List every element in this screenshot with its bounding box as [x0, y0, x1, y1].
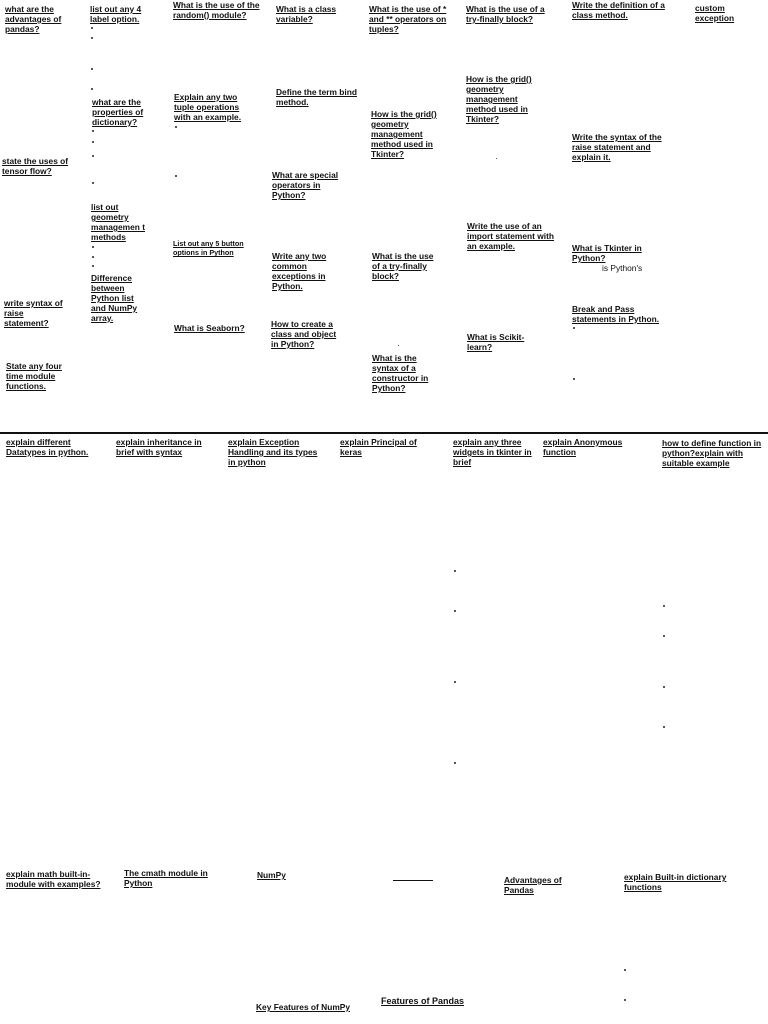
- bullet: [92, 130, 94, 132]
- question-geometry-management-methods: list out geometry managemen t methods: [91, 202, 145, 242]
- question-exception-handling: explain Exception Handling and its types in python: [228, 437, 318, 467]
- bullet: [91, 27, 93, 29]
- bullet: [92, 141, 94, 143]
- bullet: [454, 681, 456, 683]
- question-try-finally: What is the use of a try-finally block?: [372, 251, 434, 281]
- question-tuple-operations: Explain any two tuple operations with an example.: [174, 92, 242, 122]
- question-class-method: Write the definition of a class method.: [572, 0, 665, 20]
- question-button-options: List out any 5 button options in Python: [173, 239, 244, 257]
- bullet: [624, 969, 626, 971]
- blank-line: [393, 880, 433, 881]
- question-common-exceptions: Write any two common exceptions in Python.: [272, 251, 327, 291]
- question-syntax-raise-statement: write syntax of raise statement?: [4, 298, 63, 328]
- bullet: [454, 570, 456, 572]
- bullet: [454, 762, 456, 764]
- question-uses-of-tensor-flow: state the uses of tensor flow?: [2, 156, 69, 176]
- question-grid-geometry: How is the grid() geometry management method used in Tkinter?: [371, 109, 437, 159]
- question-dictionary-functions: explain Built-in dictionary functions: [624, 872, 727, 892]
- question-cmath-module: The cmath module in Python: [124, 868, 208, 888]
- bullet: [91, 37, 93, 39]
- bullet: [91, 88, 93, 90]
- bullet: [573, 327, 575, 329]
- bullet: [663, 635, 665, 637]
- bullet: [175, 175, 177, 177]
- answer-note: is Python's: [602, 263, 643, 273]
- question-principal-of-keras: explain Principal of keras: [340, 437, 417, 457]
- question-math-module: explain math built-in-module with examples?: [6, 869, 101, 889]
- question-advantages-of-pandas: what are the advantages of pandas?: [5, 4, 62, 34]
- question-try-finally-2: What is the use of a try-finally block?: [466, 4, 545, 24]
- question-special-operators: What are special operators in Python?: [272, 170, 339, 200]
- bullet: [92, 256, 94, 258]
- question-features-of-pandas: Features of Pandas: [381, 996, 465, 1006]
- question-inheritance: explain inheritance in brief with syntax: [116, 437, 202, 457]
- question-random-module: What is the use of the random() module?: [173, 0, 260, 20]
- question-create-class-object: How to create a class and object in Python?: [271, 319, 337, 349]
- question-datatypes: explain different Datatypes in python.: [6, 437, 89, 457]
- bullet: [663, 605, 665, 607]
- question-seaborn: What is Seaborn?: [174, 323, 245, 333]
- section-divider: [0, 432, 768, 434]
- question-tkinter-widgets: explain any three widgets in tkinter in brief: [453, 437, 532, 467]
- question-bind-method: Define the term bind method.: [276, 87, 357, 107]
- question-tkinter: What is Tkinter in Python?: [572, 243, 642, 263]
- question-list-vs-numpy-array: Difference between Python list and NumPy array.: [91, 273, 138, 323]
- question-star-operators-tuples: What is the use of * and ** operators on tuples?: [369, 4, 447, 34]
- bullet: [92, 265, 94, 267]
- bullet: [92, 155, 94, 157]
- question-constructor-syntax: What is the syntax of a constructor in Python?: [372, 353, 429, 393]
- bullet: [398, 345, 399, 346]
- question-label-option: list out any 4 label option.: [90, 4, 142, 24]
- bullet: [663, 726, 665, 728]
- question-anonymous-function: explain Anonymous function: [543, 437, 623, 457]
- bullet: [496, 158, 497, 159]
- bullet: [663, 686, 665, 688]
- question-class-variable: What is a class variable?: [276, 4, 337, 24]
- question-advantages-of-pandas-2: Advantages of Pandas: [504, 875, 562, 895]
- question-custom-exception: custom exception: [695, 3, 735, 23]
- question-scikit-learn: What is Scikit-learn?: [467, 332, 525, 352]
- bullet: [92, 182, 94, 184]
- question-break-pass: Break and Pass statements in Python.: [572, 304, 660, 324]
- question-time-module-functions: State any four time module functions.: [6, 361, 62, 391]
- bullet: [91, 68, 93, 70]
- question-define-function: how to define function in python?explain with suitable example: [662, 438, 762, 468]
- question-numpy: NumPy: [257, 870, 286, 880]
- bullet: [624, 999, 626, 1001]
- bullet: [175, 126, 177, 128]
- bullet: [573, 378, 575, 380]
- bullet: [454, 610, 456, 612]
- question-raise-syntax: Write the syntax of the raise statement and explain it.: [572, 132, 662, 162]
- question-key-features-numpy: Key Features of NumPy: [256, 1002, 351, 1012]
- question-grid-geometry-2: How is the grid() geometry management method used in Tkinter?: [466, 74, 532, 124]
- question-properties-of-dictionary: what are the properties of dictionary?: [92, 97, 144, 127]
- bullet: [92, 246, 94, 248]
- question-import-statement: Write the use of an import statement with an example.: [467, 221, 555, 251]
